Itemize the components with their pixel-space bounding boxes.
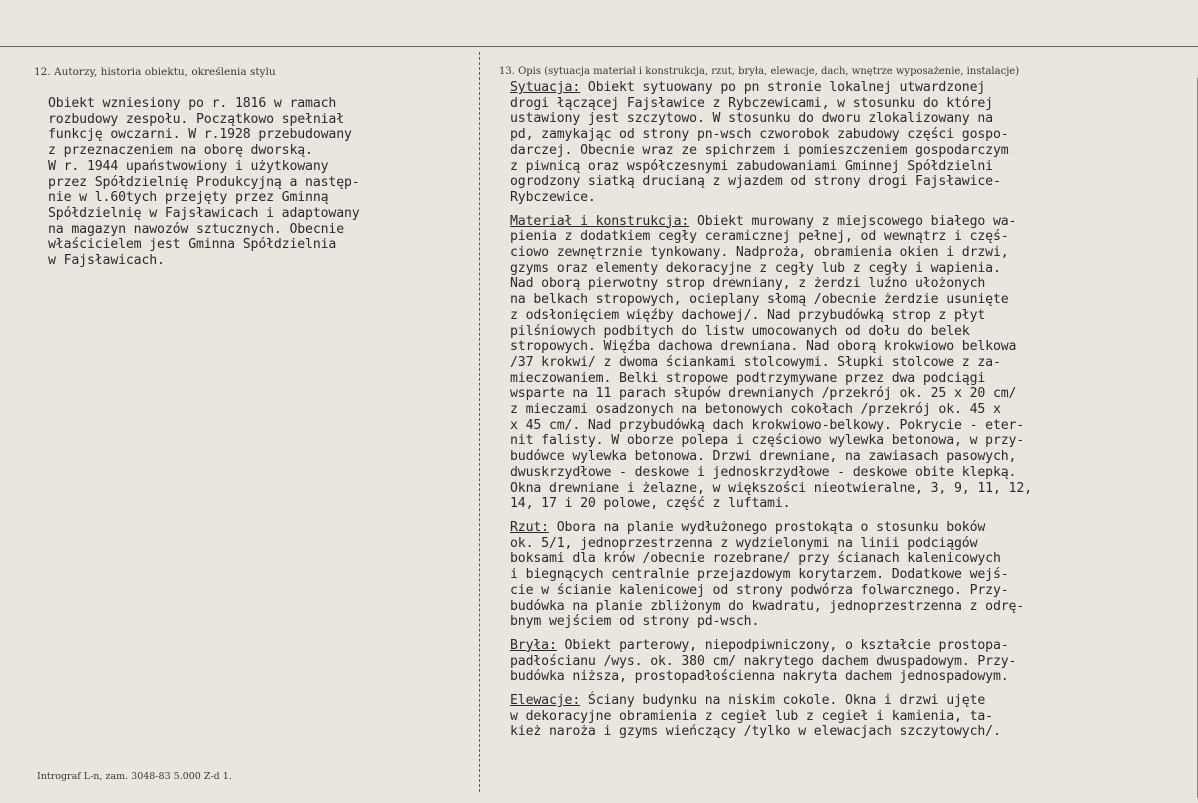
column-separator [479, 52, 480, 792]
situation-label: Sytuacja: [510, 80, 581, 95]
massing-label: Bryła: [510, 637, 557, 653]
printer-imprint: Intrograf L-n, zam. 3048-83 5.000 Z-d 1. [37, 771, 232, 782]
material-text: Obiekt murowany z miejscowego białego wa- pienia z dodatkiem cegły ceramicznej pełnej, od wewnątrz i częś- ciowo zewnętrznie tynkowany. Nadproża, obramienia okien i drzwi, gzyms oraz elementy dekoracyjne z cegły lub z cegły i wapienia. Nad oborą pierwotny strop drewniany, z żerdzi luźno ułożonych na belkach stropowych, ocieplany słomą /obecnie żerdzie usunięte z odsłonięciem więźby dachowej/. Nad przybudówką strop z płyt pilśniowych podbitych do listw umocowanych od dołu do belek stropowych. Więźba dachowa drewniana. Nad oborą krokwiowo belkowa /37 krokwi/ z dwoma ściankami stolcowymi. Słupki stolcowe z za- mieczowaniem. Belki stropowe podtrzymywane przez dwa podciągi wsparte na 11 parach słupów drewnianych /przekrój ok. 25 x 20 cm/ z mieczami osadzonych na betonowych cokołach /przekrój ok. 45 x x 45 cm/. Nad przybudówką dach krokwiowo-belkowy. Pokrycie - eter- nit falisty. W oborze polepa i częściowo wylewka betonowa, w przy- budówce wylewka betonowa. Drzwi drewniane, na zawiasach pasowych, dwuskrzydłowe - deskowe i jednoskrzydłowe - deskowe obite klepką. Okna drewniane i żelazne, w większości nieotwieralne, 3, 9, 11, 12, 14, 17 i 20 polowe, część z luftami. [510, 213, 1032, 512]
section-13-heading: 13. Opis (sytuacja materiał i konstrukcja, rzut, bryła, elewacje, dach, wnętrze wyposażenie, instalacje) [499, 66, 1020, 77]
massing-text: Obiekt parterowy, niepodpiwniczony, o kształcie prostopa- padłościanu /wys. ok. 380 cm/ nakrytego dachem dwuspadowym. Przy- budówka niższa, prostopadłościenna nakryta dachem jednospadowym. [510, 637, 1017, 685]
plan-text: Obora na planie wydłużonego prostokąta o stosunku boków ok. 5/1, jednoprzestrzenna z wydzielonymi na linii podciągów boksami dla krów /obecnie rozebrane/ przy ścianach kalenicowych i biegnących centralnie przejazdowym korytarzem. Dodatkowe wejś- cie w ścianie kalenicowej od strony podwórza folwarcznego. Przy- budówka na planie zbliżonym do kwadratu, jednoprzestrzenna z odrę- bnym wejściem od strony pd-wsch. [510, 519, 1025, 630]
history-column [48, 96, 360, 269]
elevations-label: Elewacje: [510, 693, 581, 709]
massing-section [510, 638, 1032, 685]
elevations-section [510, 693, 1032, 740]
plan-label: Rzut: [510, 519, 549, 535]
plan-section [510, 520, 1032, 630]
elevations-text: Ściany budynku na niskim cokole. Okna i drzwi ujęte w dekoracyjne obramienia z cegieł lub z cegieł i kamienia, ta- kież naroża i gzyms wieńczący /tylko w elewacjach szczytowych/. [510, 693, 1001, 740]
material-section [510, 214, 1032, 512]
top-border-line [0, 46, 1198, 47]
description-column [510, 80, 1032, 748]
section-12-heading: 12. Autorzy, historia obiektu, określenia stylu [34, 66, 276, 78]
history-text: Obiekt wzniesiony po r. 1816 w ramach rozbudowy zespołu. Początkowo spełniał funkcję owczarni. W r.1928 przebudowany z przeznaczeniem na oborę dworską. W r. 1944 upaństwowiony i użytkowany przez Spółdzielnię Produkcyjną a następ- nie w l.60tych przejęty przez Gminną Spółdzielnię w Fajsławicach i adaptowany na magazyn nawozów sztucznych. Obecnie właścicielem jest Gminna Spółdzielnia w Fajsławicach. [48, 96, 360, 269]
situation-section [510, 80, 1032, 206]
situation-text: Obiekt sytuowany po pn stronie lokalnej utwardzonej drogi łączącej Fajsławice z Rybczewicami, w stosunku do której ustawiony jest szczytowo. W stosunku do dworu zlokalizowany na pd, zamykając od strony pn-wsch czworobok zabudowy części gospo- darczej. Obecnie wraz ze spichrzem i pomieszczeniem gospodarczym z piwnicą oraz współczesnymi zabudowaniami Gminnej Spółdzielni ogrodzony siatką drucianą z wjazdem od strony drogi Fajsławice- Rybczewice. [510, 80, 1009, 205]
material-label: Materiał i konstrukcja: [510, 213, 690, 229]
